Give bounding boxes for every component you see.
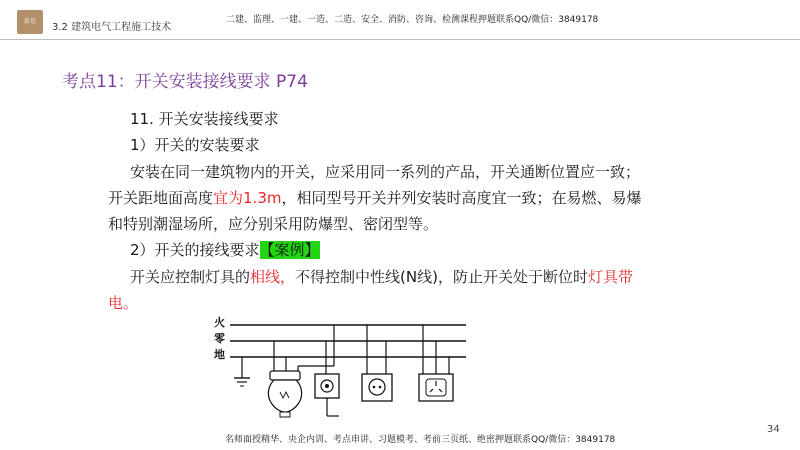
subsection-2-title: 2）开关的接线要求 bbox=[130, 241, 260, 260]
slide-heading: 考点11：开关安装接线要求 P74 bbox=[62, 72, 308, 92]
slide-body bbox=[108, 106, 648, 316]
subsection-2-title-line bbox=[108, 237, 648, 263]
paragraph-1-text-a: 安装在同一建筑物内的开关，应采用同一系列的产品，开关通断位置应一致；开关距地面高度 bbox=[108, 162, 641, 207]
two-pin-socket-icon bbox=[362, 325, 392, 401]
paragraph-2-text-b: 不得控制中性线(N线)，防止开关处于断位时 bbox=[295, 267, 588, 286]
wiring-diagram bbox=[204, 312, 474, 425]
paragraph-2-emphasis-1: 相线， bbox=[250, 267, 296, 286]
wall-switch-icon bbox=[315, 341, 339, 416]
page-number: 34 bbox=[767, 424, 780, 435]
subsection-1-title: 1）开关的安装要求 bbox=[130, 136, 260, 155]
paragraph-1-emphasis: 宜为1.3m bbox=[213, 188, 282, 207]
live-wire-label: 火 bbox=[214, 316, 225, 329]
header-divider bbox=[0, 39, 800, 40]
paragraph-1-text-b: ，相同型号开关并列安装时高度宜一致；在易燃、易爆和特别潮湿场所，应分别采用防爆型、密闭型等。 bbox=[108, 188, 642, 234]
neutral-wire-label: 零 bbox=[214, 332, 225, 345]
paragraph-1 bbox=[108, 159, 648, 238]
light-bulb-icon bbox=[268, 325, 334, 417]
brand-logo bbox=[17, 10, 43, 34]
brand-logo-text: 新思 bbox=[23, 18, 36, 25]
three-pin-socket-icon bbox=[419, 325, 453, 401]
slide-header bbox=[0, 0, 800, 40]
top-banner: 二建、监理、一建、一造、二造、安全、消防、咨询、检测课程押题联系QQ/微信：3849178 bbox=[226, 15, 599, 25]
footer-banner: 名师面授精华、央企内训、考点串讲、习题模考、考前三页纸、绝密押题联系QQ/微信：3849178 bbox=[225, 435, 616, 445]
case-tag: 【案例】 bbox=[259, 241, 320, 260]
paragraph-2-emphasis-2: 灯具带电。 bbox=[108, 267, 633, 313]
ground-wire-label: 地 bbox=[214, 348, 225, 361]
paragraph-2 bbox=[108, 264, 648, 317]
section-title: 3.2 建筑电气工程施工技术 bbox=[52, 22, 172, 33]
item-title: 11. 开关安装接线要求 bbox=[130, 110, 279, 128]
paragraph-2-text-a: 开关应控制灯具的 bbox=[130, 267, 251, 286]
